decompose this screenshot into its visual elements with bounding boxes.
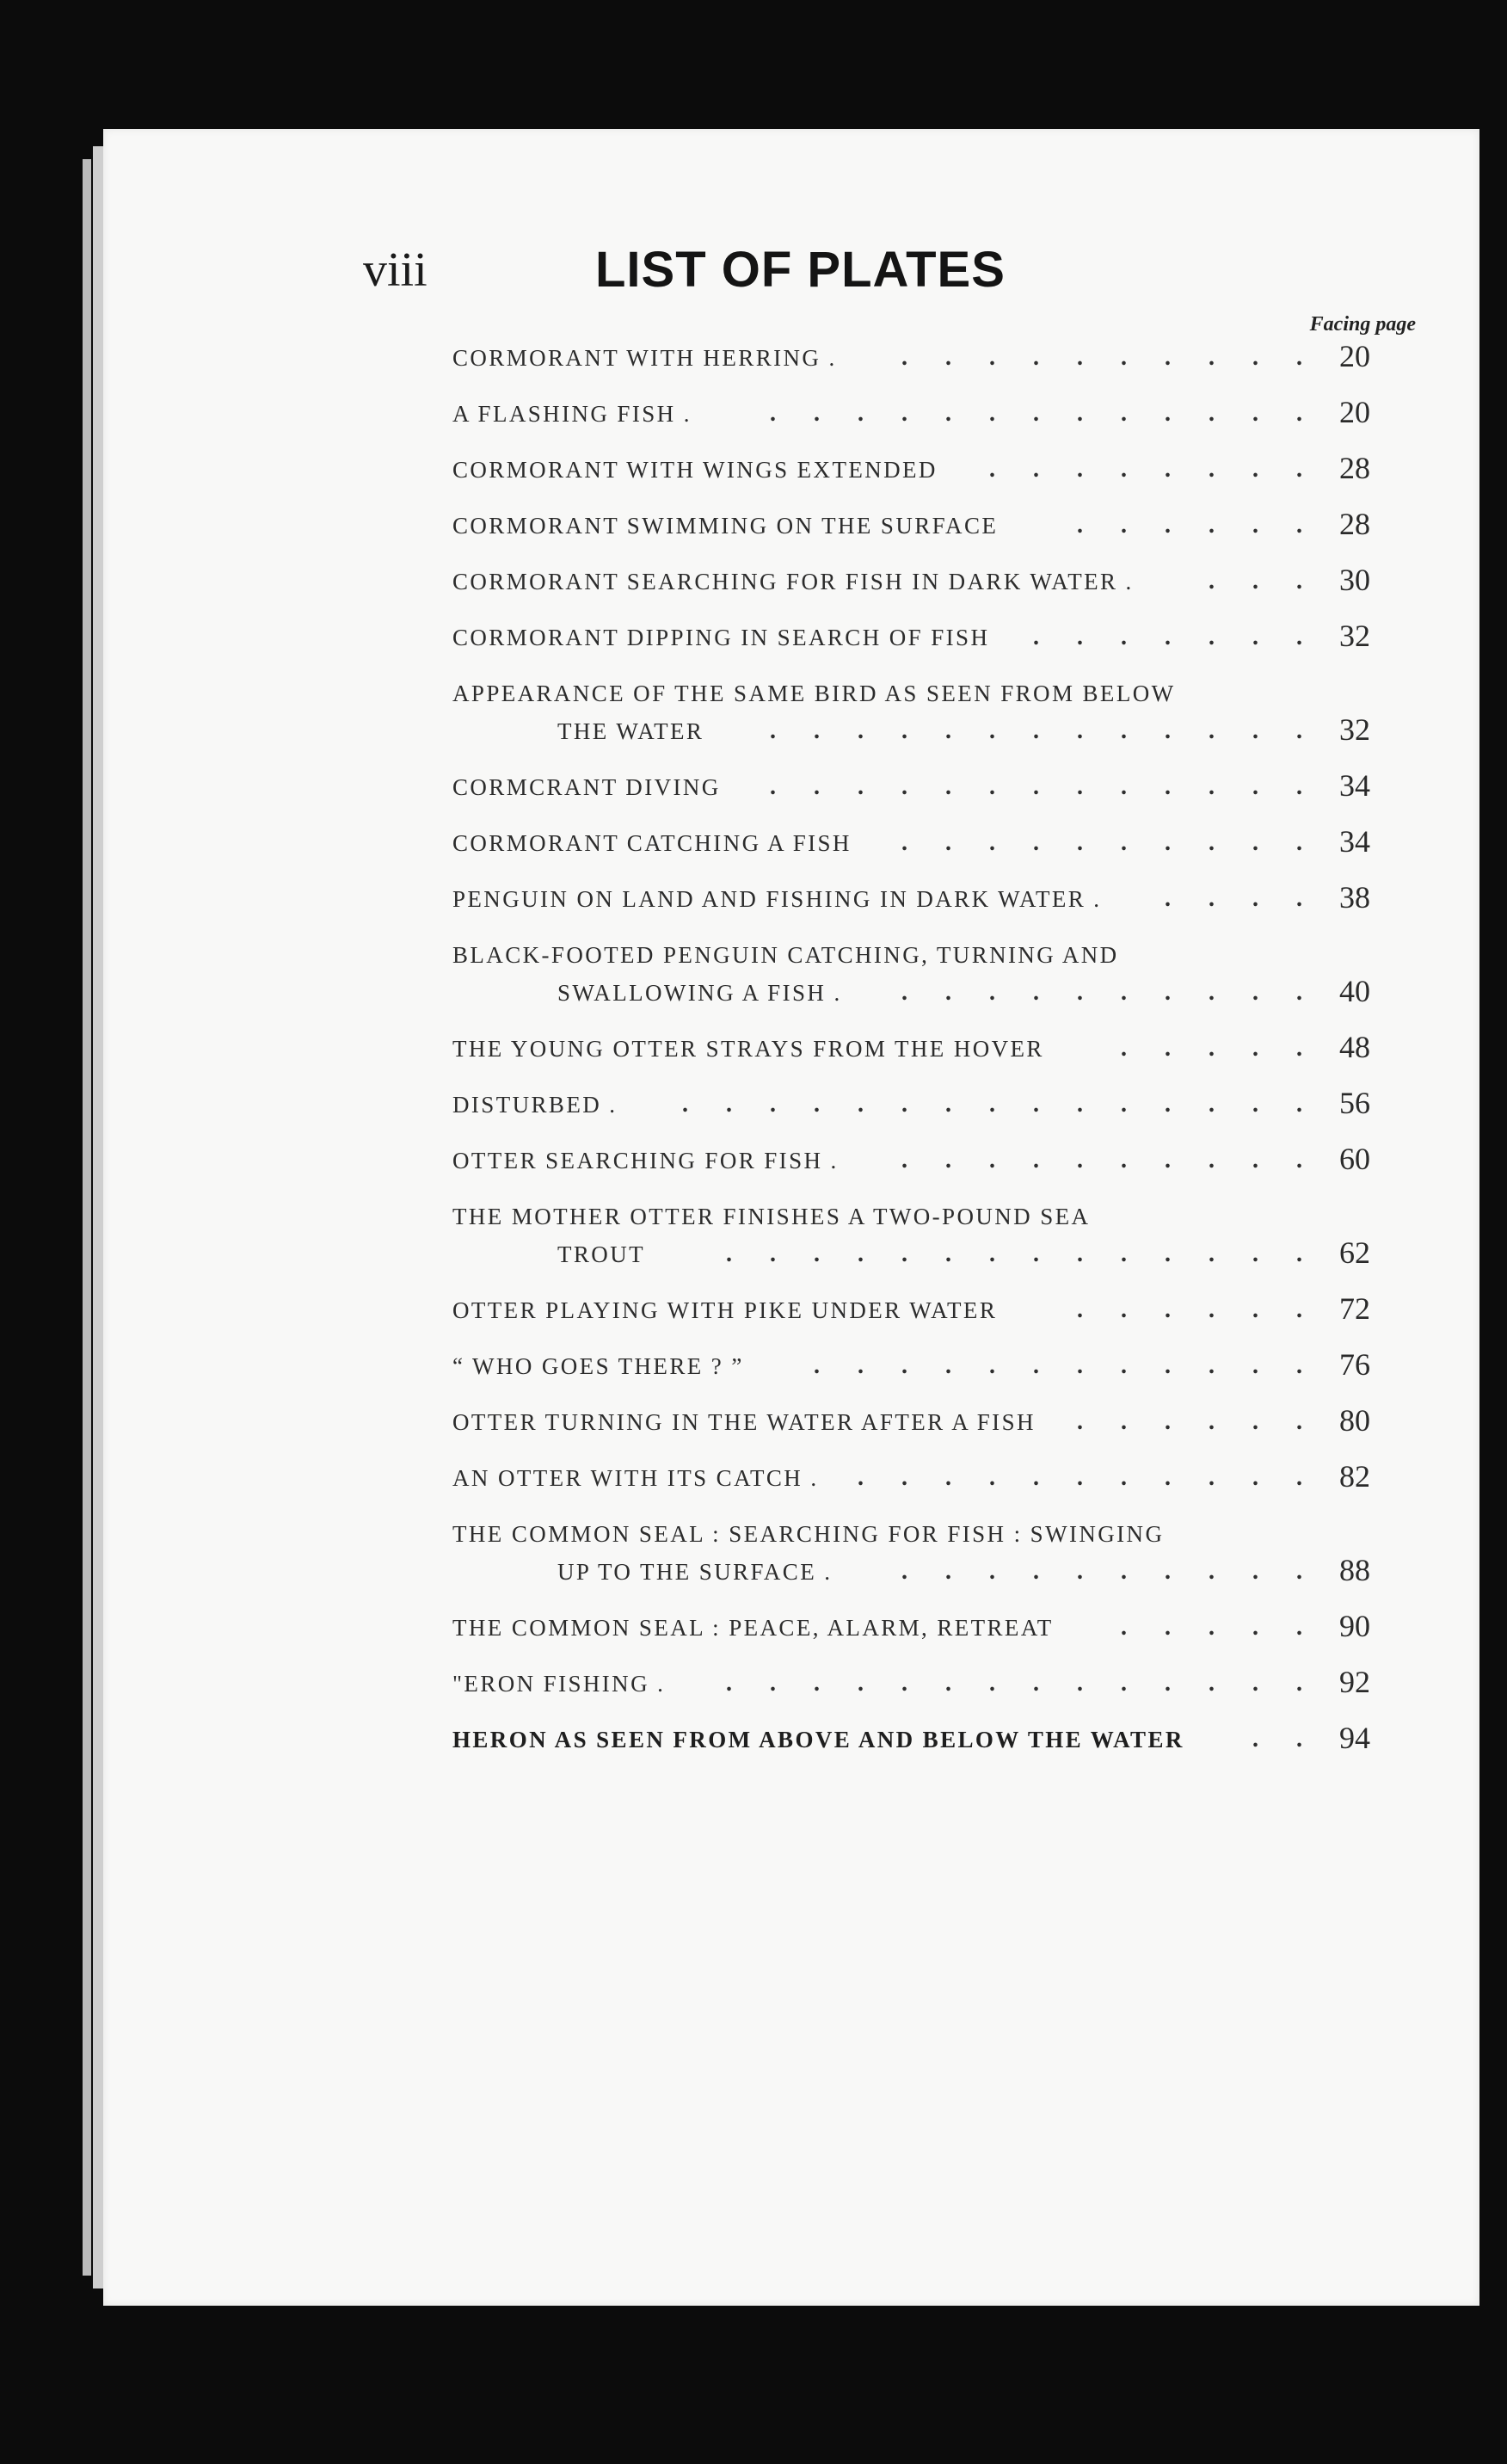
- facing-page-number: 62: [1339, 1235, 1370, 1270]
- plate-entry: [452, 507, 1370, 541]
- plates-list: [452, 339, 1370, 1782]
- facing-page-number: 20: [1339, 339, 1370, 373]
- plate-line: CORMORANT CATCHING A FISH . . . . . . . . . . 34: [452, 824, 1370, 859]
- page-title: LIST OF PLATES: [595, 242, 1006, 298]
- plate-entry: [452, 1520, 1370, 1586]
- plate-line: [452, 941, 1370, 969]
- facing-page-number: 30: [1339, 563, 1370, 597]
- plate-title: A FLASHING FISH .: [452, 401, 692, 427]
- facing-page-number: 88: [1339, 1553, 1370, 1587]
- facing-page-number: 48: [1339, 1030, 1370, 1064]
- plate-entry: [452, 1609, 1370, 1643]
- plate-line: THE COMMON SEAL : PEACE, ALARM, RETREAT . . . . . 90: [452, 1609, 1370, 1643]
- plate-entry: [452, 1347, 1370, 1382]
- facing-page-number: 94: [1339, 1721, 1370, 1755]
- plate-line: A FLASHING FISH . . . . . . . . . . . . . . 20: [452, 395, 1370, 429]
- plate-line: "ERON FISHING . . . . . . . . . . . . . . . 92: [452, 1665, 1370, 1699]
- plate-entry: [452, 1203, 1370, 1268]
- facing-page-number: 40: [1339, 974, 1370, 1008]
- plate-entry: [452, 680, 1370, 745]
- plate-title: "ERON FISHING .: [452, 1671, 666, 1697]
- plate-title: SWALLOWING A FISH .: [557, 980, 842, 1006]
- plate-title: CORMORANT WITH WINGS EXTENDED: [452, 457, 938, 483]
- plate-title: CORMORANT SEARCHING FOR FISH IN DARK WATER .: [452, 569, 1134, 594]
- plate-title: UP TO THE SURFACE .: [557, 1559, 833, 1585]
- plate-line: CORMORANT WITH HERRING . . . . . . . . . . . 20: [452, 339, 1370, 373]
- plate-entry: [452, 395, 1370, 429]
- plate-line: OTTER TURNING IN THE WATER AFTER A FISH . . . . . . 80: [452, 1403, 1370, 1438]
- facing-page-number: 34: [1339, 824, 1370, 859]
- plate-title: APPEARANCE OF THE SAME BIRD AS SEEN FROM BELOW: [452, 681, 1176, 706]
- plate-entry: [452, 1030, 1370, 1064]
- plate-title: OTTER PLAYING WITH PIKE UNDER WATER: [452, 1297, 998, 1323]
- plate-line: [452, 680, 1370, 707]
- plate-line: “ WHO GOES THERE ? ” . . . . . . . . . . . . 76: [452, 1347, 1370, 1382]
- plate-line: [452, 1520, 1370, 1548]
- plate-entry: [452, 824, 1370, 859]
- plate-title: OTTER SEARCHING FOR FISH .: [452, 1148, 839, 1173]
- plate-line: UP TO THE SURFACE . . . . . . . . . . . 88: [557, 1553, 1370, 1587]
- facing-page-number: 38: [1339, 880, 1370, 915]
- plate-title: HERON AS SEEN FROM ABOVE AND BELOW THE WATER: [452, 1727, 1184, 1753]
- plate-line: THE WATER . . . . . . . . . . . . . 32: [557, 712, 1370, 747]
- plate-line: CORMORANT SWIMMING ON THE SURFACE . . . . . . 28: [452, 507, 1370, 541]
- plate-entry: [452, 563, 1370, 597]
- facing-page-number: 82: [1339, 1459, 1370, 1494]
- plate-entry: [452, 1459, 1370, 1494]
- plate-line: PENGUIN ON LAND AND FISHING IN DARK WATER . . . . . 38: [452, 880, 1370, 915]
- page-header: [363, 243, 1223, 311]
- facing-page-number: 20: [1339, 395, 1370, 429]
- facing-page-number: 28: [1339, 451, 1370, 485]
- plate-entry: [452, 941, 1370, 1007]
- page-number: viii: [363, 243, 427, 297]
- plate-entry: [452, 1665, 1370, 1699]
- plate-line: CORMORANT WITH WINGS EXTENDED . . . . . . . . 28: [452, 451, 1370, 485]
- plate-title: CORMORANT DIPPING IN SEARCH OF FISH: [452, 625, 990, 650]
- plate-entry: [452, 339, 1370, 373]
- plate-title: THE COMMON SEAL : SEARCHING FOR FISH : SWINGING: [452, 1521, 1165, 1547]
- column-heading: Facing page: [1309, 313, 1416, 336]
- facing-page-number: 60: [1339, 1142, 1370, 1176]
- plate-line: OTTER PLAYING WITH PIKE UNDER WATER . . . . . . 72: [452, 1291, 1370, 1326]
- facing-page-number: 32: [1339, 712, 1370, 747]
- plate-line: HERON AS SEEN FROM ABOVE AND BELOW THE WATER . . 94: [452, 1721, 1370, 1755]
- plate-entry: [452, 451, 1370, 485]
- plate-line: DISTURBED . . . . . . . . . . . . . . . . 56: [452, 1086, 1370, 1120]
- plate-title: CORMORANT WITH HERRING .: [452, 345, 837, 371]
- plate-line: TROUT . . . . . . . . . . . . . . 62: [557, 1235, 1370, 1270]
- plate-entry: [452, 1721, 1370, 1755]
- facing-page-number: 92: [1339, 1665, 1370, 1699]
- plate-entry: [452, 1142, 1370, 1176]
- plate-title: THE COMMON SEAL : PEACE, ALARM, RETREAT: [452, 1615, 1054, 1641]
- plate-title: PENGUIN ON LAND AND FISHING IN DARK WATER .: [452, 886, 1102, 912]
- facing-page-number: 56: [1339, 1086, 1370, 1120]
- plate-entry: [452, 1291, 1370, 1326]
- plate-line: CORMORANT SEARCHING FOR FISH IN DARK WATER . . . . 30: [452, 563, 1370, 597]
- plate-title: “ WHO GOES THERE ? ”: [452, 1353, 744, 1379]
- facing-page-number: 80: [1339, 1403, 1370, 1438]
- facing-page-number: 76: [1339, 1347, 1370, 1382]
- plate-entry: [452, 880, 1370, 915]
- plate-line: THE YOUNG OTTER STRAYS FROM THE HOVER . . . . . 48: [452, 1030, 1370, 1064]
- plate-title: TROUT: [557, 1241, 645, 1267]
- facing-page-number: 28: [1339, 507, 1370, 541]
- plate-entry: [452, 1086, 1370, 1120]
- plate-title: CORMORANT SWIMMING ON THE SURFACE: [452, 513, 999, 539]
- page-edge: [83, 159, 91, 2276]
- plate-entry: [452, 768, 1370, 803]
- plate-line: OTTER SEARCHING FOR FISH . . . . . . . . . . . 60: [452, 1142, 1370, 1176]
- plate-title: THE YOUNG OTTER STRAYS FROM THE HOVER: [452, 1036, 1044, 1062]
- plate-entry: [452, 1403, 1370, 1438]
- facing-page-number: 32: [1339, 619, 1370, 653]
- facing-page-number: 34: [1339, 768, 1370, 803]
- plate-line: CORMORANT DIPPING IN SEARCH OF FISH . . . . . . . 32: [452, 619, 1370, 653]
- plate-entry: [452, 619, 1370, 653]
- plate-title: CORMCRANT DIVING: [452, 774, 721, 800]
- plate-title: AN OTTER WITH ITS CATCH .: [452, 1465, 819, 1491]
- facing-page-number: 72: [1339, 1291, 1370, 1326]
- plate-title: CORMORANT CATCHING A FISH: [452, 830, 852, 856]
- plate-title: DISTURBED .: [452, 1092, 618, 1118]
- plate-line: AN OTTER WITH ITS CATCH . . . . . . . . . . . . 82: [452, 1459, 1370, 1494]
- plate-title: THE WATER: [557, 718, 704, 744]
- plate-title: THE MOTHER OTTER FINISHES A TWO-POUND SEA: [452, 1204, 1091, 1229]
- plate-title: BLACK-FOOTED PENGUIN CATCHING, TURNING AND: [452, 942, 1119, 968]
- plate-line: [452, 1203, 1370, 1230]
- plate-line: SWALLOWING A FISH . . . . . . . . . . . 40: [557, 974, 1370, 1008]
- plate-line: CORMCRANT DIVING . . . . . . . . . . . . . 34: [452, 768, 1370, 803]
- plate-title: OTTER TURNING IN THE WATER AFTER A FISH: [452, 1409, 1036, 1435]
- facing-page-number: 90: [1339, 1609, 1370, 1643]
